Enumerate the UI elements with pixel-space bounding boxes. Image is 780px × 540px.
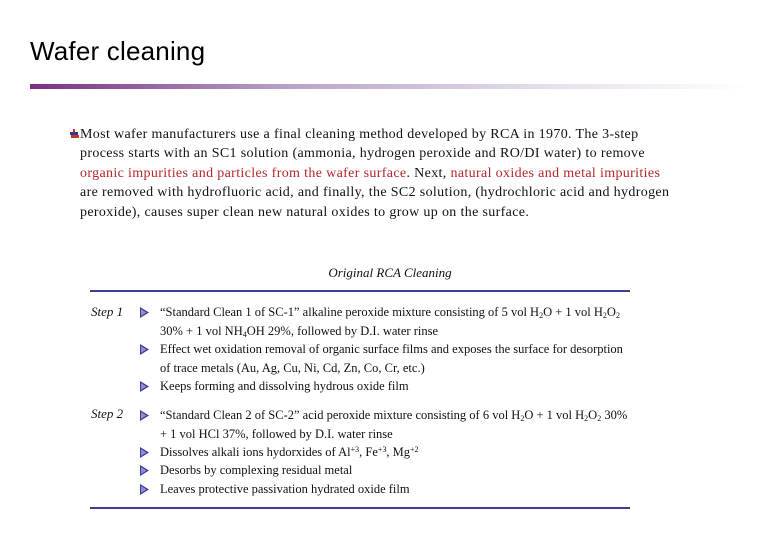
- step-1-item-3: [140, 377, 630, 396]
- step-2-item-3: [140, 461, 630, 480]
- step-1-item-2-text: Effect wet oxidation removal of organic surface films and exposes the surface for desorption of trace metals (Au, Ag, Cu, Ni, Cd, Zn, Co, Cr, etc.): [160, 342, 623, 375]
- step-1-item-1-text-i: OH 29%, followed by D.I. water rinse: [246, 323, 439, 338]
- bullet-icon: [70, 129, 80, 139]
- step-2-item-4-text: Leaves protective passivation hydrated oxide film: [160, 482, 410, 496]
- step-2-item-1-text-g: 30% + 1 vol HCl 37%, followed by D.I. water rinse: [160, 408, 628, 441]
- step-1-item-1-sub-b: 2: [539, 311, 544, 320]
- step-1-item-1-sub-f: 2: [615, 311, 620, 320]
- step-1-item-1: [140, 303, 630, 340]
- intro-paragraph: [80, 125, 680, 222]
- step-2-item-1-text-c: O + 1 vol H: [524, 408, 585, 422]
- step-2-item-1: [140, 406, 630, 443]
- step-2-item-1-sub-d: 2: [584, 414, 589, 423]
- step-2-item-2-sup-b: +3: [350, 445, 360, 454]
- slide-title: Wafer cleaning: [30, 36, 206, 66]
- intro-highlight-1: organic impurities and particles from the wafer surface: [80, 165, 407, 181]
- step-1-item-2: [140, 340, 630, 377]
- step-2-item-2-sup-f: +2: [410, 445, 419, 454]
- arrow-bullet-icon: [140, 344, 149, 355]
- step-1-item-1-text-g: 30% + 1 vol NH: [160, 323, 243, 338]
- arrow-bullet-icon: [140, 447, 149, 458]
- step-1-label: Step 1: [91, 304, 124, 319]
- step-1-item-1-sub-h: 4: [242, 329, 247, 339]
- title-underline: [30, 84, 750, 89]
- step-1-item-3-text: Keeps forming and dissolving hydrous oxide film: [160, 379, 409, 393]
- arrow-bullet-icon: [140, 410, 149, 421]
- step-2-item-2-text-c: , Fe: [359, 445, 378, 459]
- step-1-item-1-sub-d: 2: [602, 311, 607, 320]
- arrow-bullet-icon: [140, 484, 149, 495]
- arrow-bullet-icon: [140, 307, 149, 318]
- step-2-item-2-text-a: Dissolves alkali ions hydorxides of Al: [160, 445, 351, 459]
- step-2-item-1-text-e: O: [588, 408, 598, 422]
- intro-highlight-2: natural oxides and metal impurities: [450, 165, 661, 181]
- step-2-item-1-sub-f: 2: [597, 414, 602, 423]
- step-1-item-1-text-e: O: [606, 305, 616, 319]
- intro-text-2: . Next,: [406, 165, 451, 181]
- step-2-item-4: [140, 480, 630, 499]
- rca-title: Original RCA Cleaning: [328, 265, 452, 280]
- step-2-item-1-text-a: “Standard Clean 2 of SC-2” acid peroxide mixture consisting of 6 vol H: [160, 408, 521, 422]
- table-top-rule: [90, 290, 630, 292]
- step-2-item-2-text-e: , Mg: [386, 445, 411, 459]
- intro-text-3: are removed with hydrofluoric acid, and finally, the SC2 solution, (hydrochloric acid and hydrogen peroxide), causes super clean new natural oxides to grow up on the surface.: [80, 185, 670, 220]
- step-2-item-2: [140, 443, 630, 462]
- arrow-bullet-icon: [140, 381, 149, 392]
- step-2-label: Step 2: [91, 406, 124, 421]
- step-2-item-2-sup-d: +3: [377, 445, 387, 454]
- intro-text-1: Most wafer manufacturers use a final cleaning method developed by RCA in 1970. The 3-step process starts with an SC1 solution (ammonia, hydrogen peroxide and RO/DI water) to remove: [80, 127, 645, 162]
- table-bottom-rule: [90, 507, 630, 509]
- step-1-item-1-text-c: O + 1 vol H: [543, 305, 603, 319]
- step-2-item-3-text: Desorbs by complexing residual metal: [160, 463, 353, 477]
- arrow-bullet-icon: [140, 465, 149, 476]
- step-1-item-1-text-a: “Standard Clean 1 of SC-1” alkaline peroxide mixture consisting of 5 vol H: [160, 305, 540, 319]
- step-2-item-1-sub-b: 2: [520, 414, 525, 423]
